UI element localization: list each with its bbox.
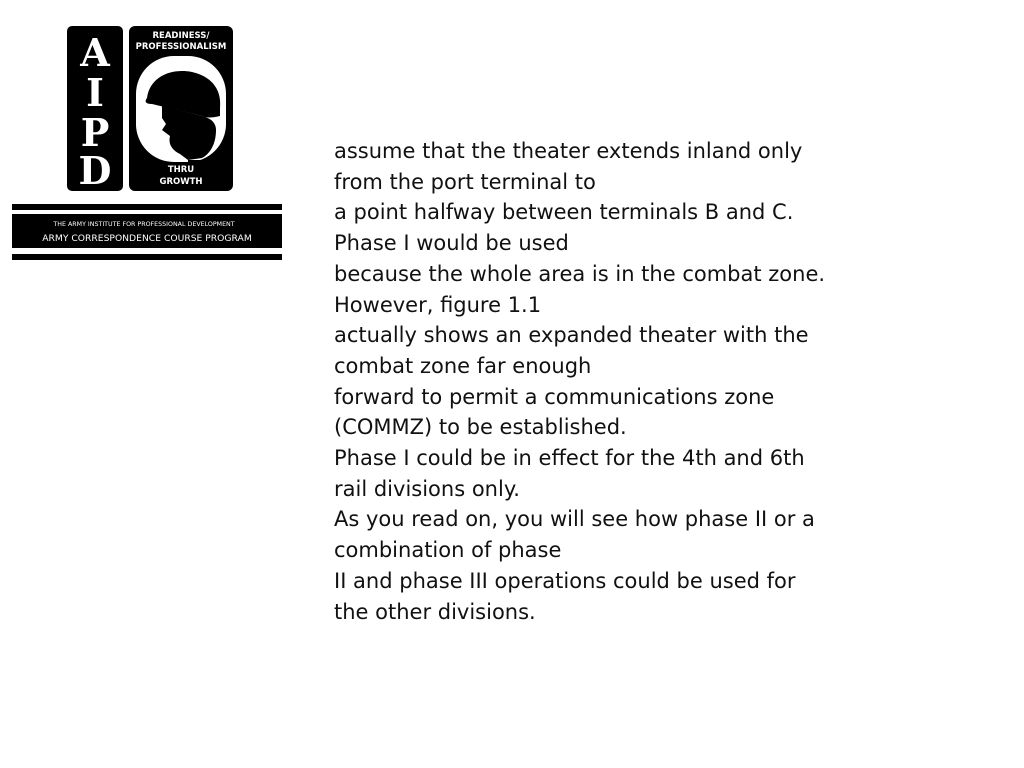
aipd-logo <box>12 26 282 262</box>
logo-rule-bottom <box>12 254 282 260</box>
text-line: (COMMZ) to be established. <box>334 415 627 440</box>
text-line: Phase I would be used <box>334 231 569 256</box>
text-line: assume that the theater extends inland only <box>334 139 803 163</box>
text-line: actually shows an expanded theater with the <box>334 323 809 348</box>
text-line: As you read on, you will see how phase II or a <box>334 507 815 532</box>
text-line: combination of phase <box>334 538 562 563</box>
logo-rule-top <box>12 204 282 210</box>
aipd-logo-graphic <box>12 26 282 262</box>
text-line: II and phase III operations could be used for <box>334 568 796 593</box>
logo-letter-i: I <box>86 70 104 115</box>
text-line: because the whole area is in the combat zone. <box>334 261 826 286</box>
text-line: the other divisions. <box>334 599 536 624</box>
logo-top-text-1: READINESS/ <box>152 31 210 41</box>
logo-program-text: ARMY CORRESPONDENCE COURSE PROGRAM <box>42 233 252 244</box>
logo-top-text-2: PROFESSIONALISM <box>135 42 227 52</box>
logo-bottom-text-2: GROWTH <box>159 177 203 187</box>
text-line: rail divisions only. <box>334 476 520 501</box>
text-line: forward to permit a communications zone <box>334 384 775 409</box>
logo-letter-a: A <box>80 30 110 75</box>
logo-letter-p: P <box>80 110 110 155</box>
text-line: a point halfway between terminals B and C. <box>334 200 794 225</box>
logo-bottom-text-1: THRU <box>167 165 195 175</box>
text-line: However, figure 1.1 <box>334 292 542 317</box>
text-line: from the port terminal to <box>334 169 596 194</box>
text-line: Phase I could be in effect for the 4th and 6th <box>334 446 805 471</box>
text-line: combat zone far enough <box>334 353 592 378</box>
logo-institute-text: THE ARMY INSTITUTE FOR PROFESSIONAL DEVELOPMENT <box>53 221 235 228</box>
logo-letter-d: D <box>78 148 112 193</box>
body-text <box>334 136 834 627</box>
